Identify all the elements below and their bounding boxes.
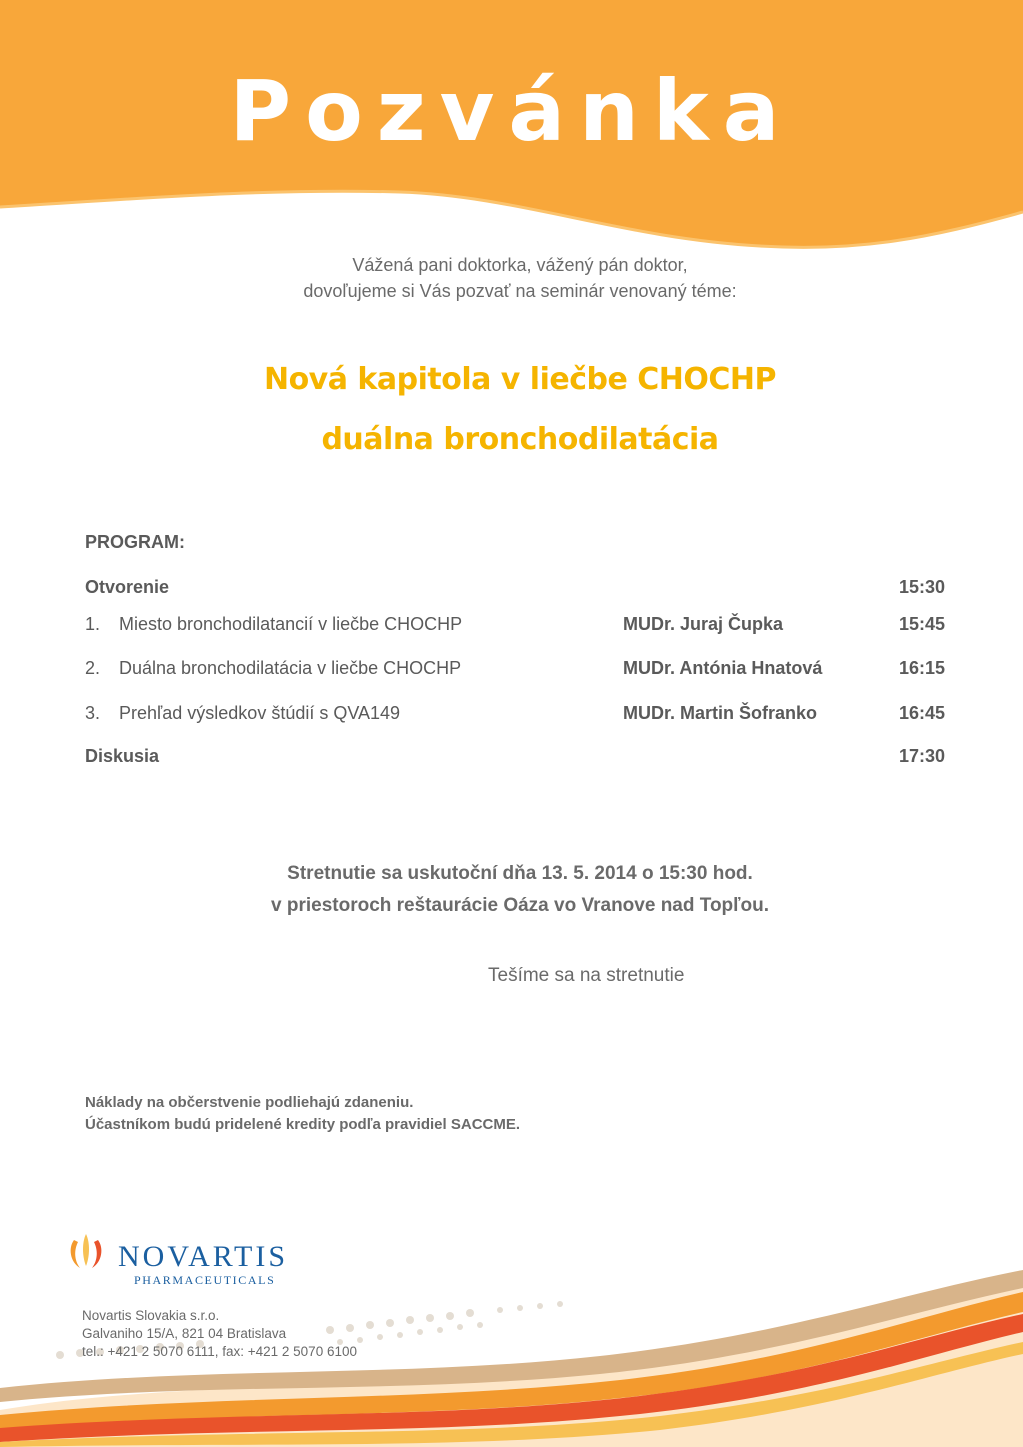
talk-number: 1.	[85, 614, 101, 634]
topic-line-1: Nová kapitola v liečbe CHOCHP	[263, 362, 777, 397]
discussion-label: Diskusia	[85, 746, 160, 766]
greeting-line-2: dovoľujeme si Vás pozvať na seminár venovaný téme:	[303, 281, 737, 301]
program-row-talk-3	[85, 703, 945, 727]
greeting	[0, 252, 1023, 304]
program-row-talk-1	[85, 614, 945, 638]
closing-text: Tešíme sa na stretnutie	[488, 965, 685, 986]
page-title: Pozvánka	[229, 62, 794, 160]
company-name: Novartis Slovakia s.r.o.	[82, 1308, 220, 1323]
program-row-opening	[85, 577, 945, 601]
talk-speaker: MUDr. Juraj Čupka	[623, 614, 784, 634]
talk-time: 16:15	[898, 658, 945, 678]
notes-line-1: Náklady na občerstvenie podliehajú zdaneniu.	[85, 1094, 414, 1111]
talk-speaker: MUDr. Antónia Hnatová	[623, 658, 823, 678]
notes-line-2: Účastníkom budú pridelené kredity podľa pravidiel SACCME.	[85, 1116, 521, 1133]
talk-speaker: MUDr. Martin Šofranko	[623, 703, 818, 723]
talk-time: 15:45	[898, 614, 945, 634]
meeting-details	[0, 858, 1023, 922]
company-contact: tel.: +421 2 5070 6111, fax: +421 2 5070 6100	[82, 1344, 357, 1359]
talk-time: 16:45	[898, 703, 945, 723]
company-address	[82, 1307, 357, 1361]
topic-line-2: duálna bronchodilatácia	[321, 422, 719, 457]
seminar-topic	[0, 350, 1023, 470]
novartis-logo-name: NOVARTIS	[118, 1240, 289, 1273]
opening-time: 15:30	[898, 577, 945, 597]
meeting-line-2: v priestoroch reštaurácie Oáza vo Vranove nad Topľou.	[271, 895, 769, 916]
program-row-discussion	[85, 746, 945, 770]
company-street: Galvaniho 15/A, 821 04 Bratislava	[82, 1326, 287, 1341]
novartis-logo-subtitle: PHARMACEUTICALS	[134, 1273, 276, 1287]
talk-number: 2.	[85, 658, 101, 678]
program-row-talk-2	[85, 658, 945, 682]
opening-label: Otvorenie	[85, 577, 170, 597]
greeting-line-1: Vážená pani doktorka, vážený pán doktor,	[352, 255, 688, 275]
program-heading: PROGRAM:	[85, 532, 185, 552]
discussion-time: 17:30	[898, 746, 945, 766]
talk-title: Miesto bronchodilatancií v liečbe CHOCHP	[119, 614, 463, 634]
talk-title: Prehľad výsledkov štúdií s QVA149	[119, 703, 401, 723]
novartis-flame-icon	[68, 1232, 104, 1272]
notes	[85, 1092, 520, 1136]
talk-title: Duálna bronchodilatácia v liečbe CHOCHP	[119, 658, 462, 678]
meeting-line-1: Stretnutie sa uskutoční dňa 13. 5. 2014 o 15:30 hod.	[287, 863, 753, 884]
talk-number: 3.	[85, 703, 101, 723]
